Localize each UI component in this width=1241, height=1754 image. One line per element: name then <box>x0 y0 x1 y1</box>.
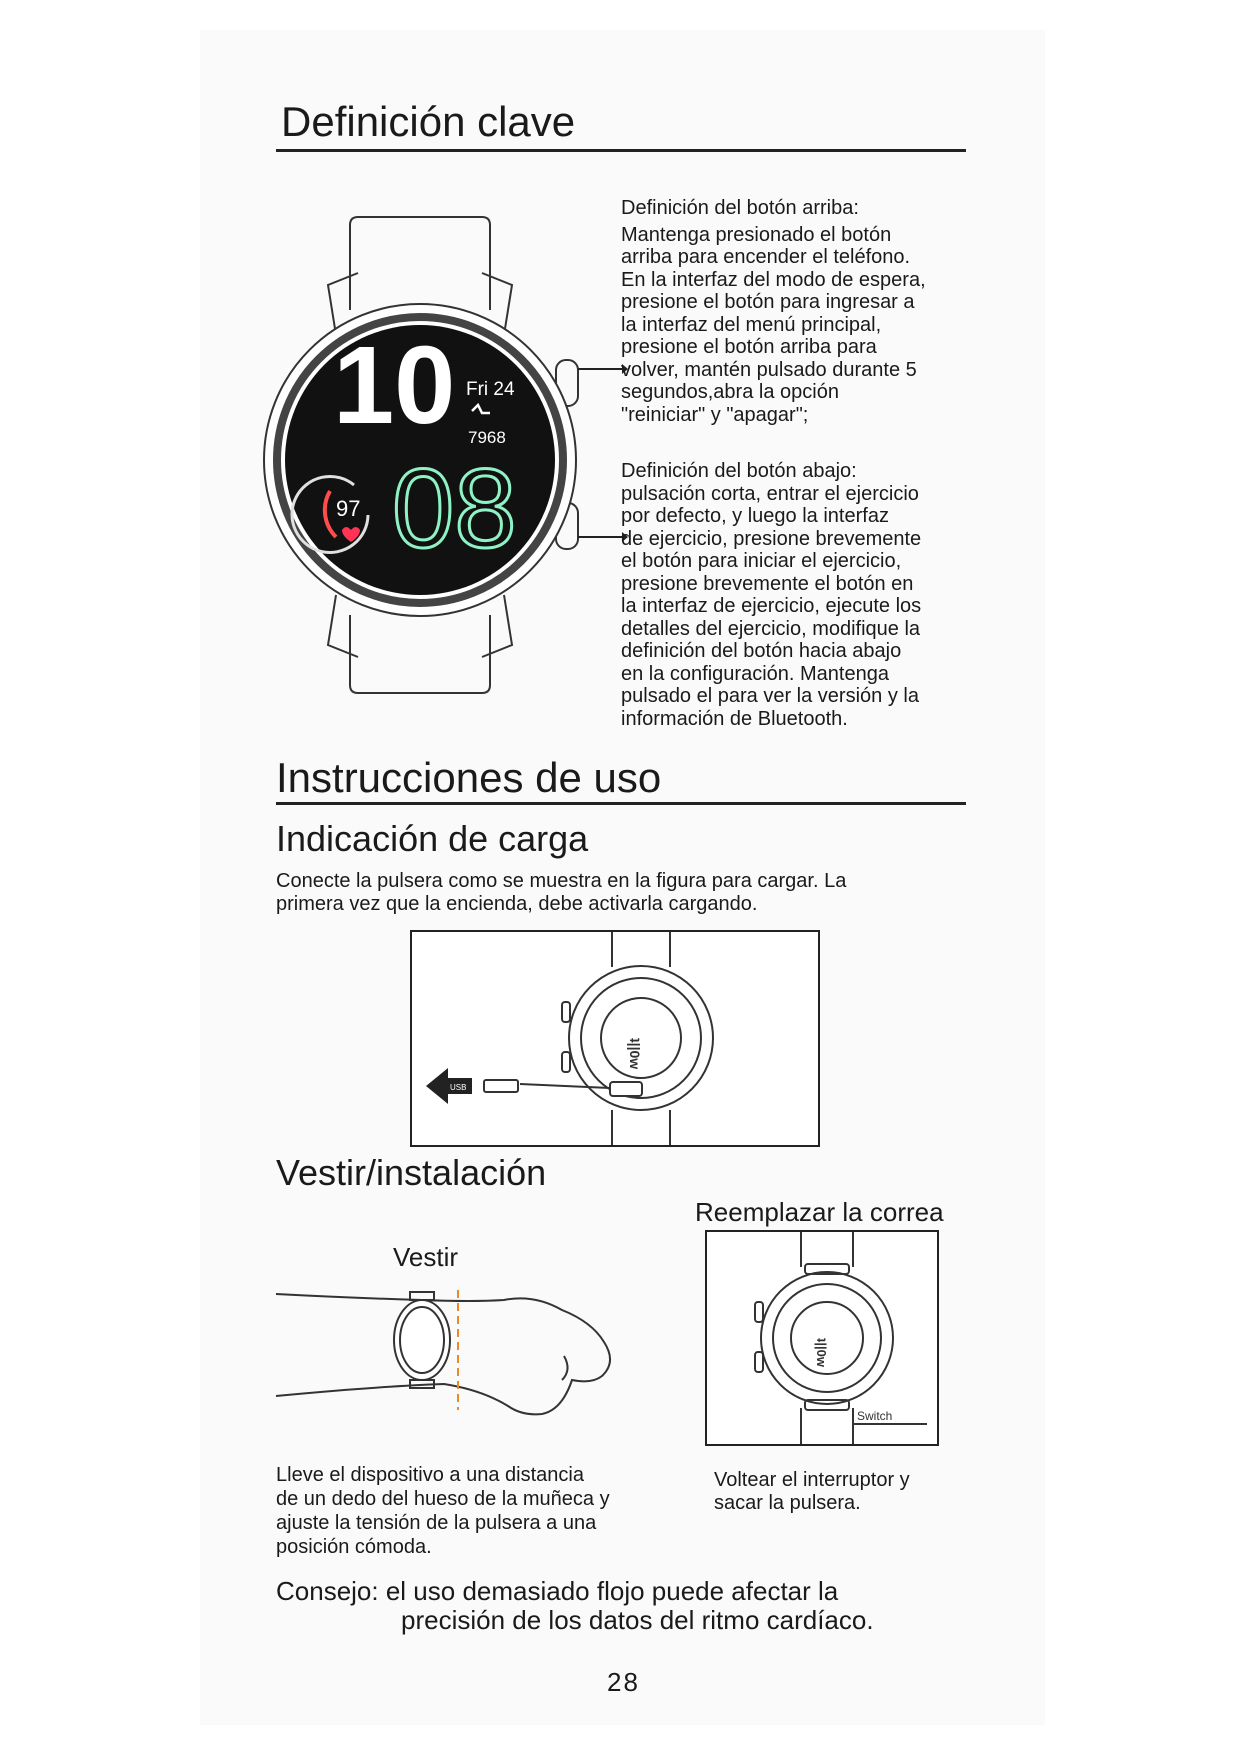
wearing-title: Vestir/instalación <box>276 1152 547 1193</box>
text-line: por defecto, y luego la interfaz <box>621 505 889 527</box>
watch-minute: 08 <box>392 446 517 571</box>
wrist-illustration <box>272 1280 632 1430</box>
text-line: Mantenga presionado el botón <box>621 223 892 246</box>
text-line: información de Bluetooth. <box>621 707 848 730</box>
text-line: de ejercicio, presione brevemente <box>621 527 922 550</box>
wear-label: Vestir <box>393 1242 459 1272</box>
usage-title: Instrucciones de uso <box>276 754 662 801</box>
text-line: pulsación corta, entrar el ejercicio <box>621 482 919 505</box>
text-line: de un dedo del hueso de la muñeca y <box>276 1488 610 1510</box>
page-title: Definición clave <box>281 98 576 145</box>
text-line: ajuste la tensión de la pulsera a una <box>276 1512 597 1534</box>
text-line: "reiniciar" y "apagar"; <box>621 403 809 426</box>
charging-title: Indicación de carga <box>276 818 589 859</box>
text-line: la interfaz de ejercicio, ejecute los <box>621 595 922 617</box>
text-line: la interfaz del menú principal, <box>621 313 882 336</box>
watch-hour: 10 <box>333 324 456 447</box>
button-down-section <box>621 460 921 730</box>
button-up-heading: Definición del botón arriba: <box>621 197 859 219</box>
text-line: el botón para iniciar el ejercicio, <box>621 550 902 572</box>
text-line: pulsado el para ver la versión y la <box>621 685 919 707</box>
watch-steps: 7968 <box>468 428 506 447</box>
text-line: segundos,abra la opción <box>621 381 839 403</box>
charging-text <box>276 870 846 915</box>
svg-text:ʇ||0w: ʇ||0w <box>814 1338 829 1367</box>
text-line: presione el botón arriba para <box>621 336 877 358</box>
charging-illustration <box>412 932 818 1145</box>
watch-date: Fri 24 <box>466 379 515 400</box>
text-line: arriba para encender el teléfono. <box>621 246 911 268</box>
text-line: Lleve el dispositivo a una distancia <box>276 1464 584 1486</box>
replace-strap-label: Reemplazar la correa <box>695 1197 944 1227</box>
tip-line-2: precisión de los datos del ritmo cardíaco. <box>401 1605 874 1635</box>
watch-heart-rate: 97 <box>336 496 361 521</box>
text-line: sacar la pulsera. <box>714 1491 861 1514</box>
text-line: Voltear el interruptor y <box>714 1469 910 1491</box>
usage-rule <box>276 802 966 805</box>
replace-text <box>714 1469 910 1514</box>
charging-figure <box>410 930 820 1147</box>
title-rule <box>276 149 966 152</box>
strap-illustration <box>707 1232 937 1444</box>
replace-strap-figure <box>705 1230 939 1446</box>
page-number: 28 <box>607 1667 640 1697</box>
usb-label: USB <box>450 1083 467 1092</box>
smartwatch-illustration <box>258 215 628 715</box>
wear-text <box>276 1463 610 1559</box>
text-line: Conecte la pulsera como se muestra en la figura para cargar. La <box>276 870 847 892</box>
text-line: presione brevemente el botón en <box>621 572 914 595</box>
tip-line-1: Consejo: el uso demasiado flojo puede afectar la <box>276 1576 839 1606</box>
text-line: presione el botón para ingresar a <box>621 291 915 313</box>
text-line: volver, mantén pulsado durante 5 <box>621 358 917 381</box>
text-line: En la interfaz del modo de espera, <box>621 268 926 291</box>
text-line: en la configuración. Mantenga <box>621 662 889 685</box>
text-line: posición cómoda. <box>276 1536 432 1558</box>
svg-text:ʇ||0w: ʇ||0w <box>627 1038 643 1070</box>
button-down-heading: Definición del botón abajo: <box>621 460 857 482</box>
text-line: primera vez que la encienda, debe activarla cargando. <box>276 892 758 915</box>
text-line: definición del botón hacia abajo <box>621 640 902 662</box>
switch-label: Switch <box>857 1409 893 1423</box>
text-line: detalles del ejercicio, modifique la <box>621 617 921 640</box>
button-up-section <box>621 197 926 426</box>
